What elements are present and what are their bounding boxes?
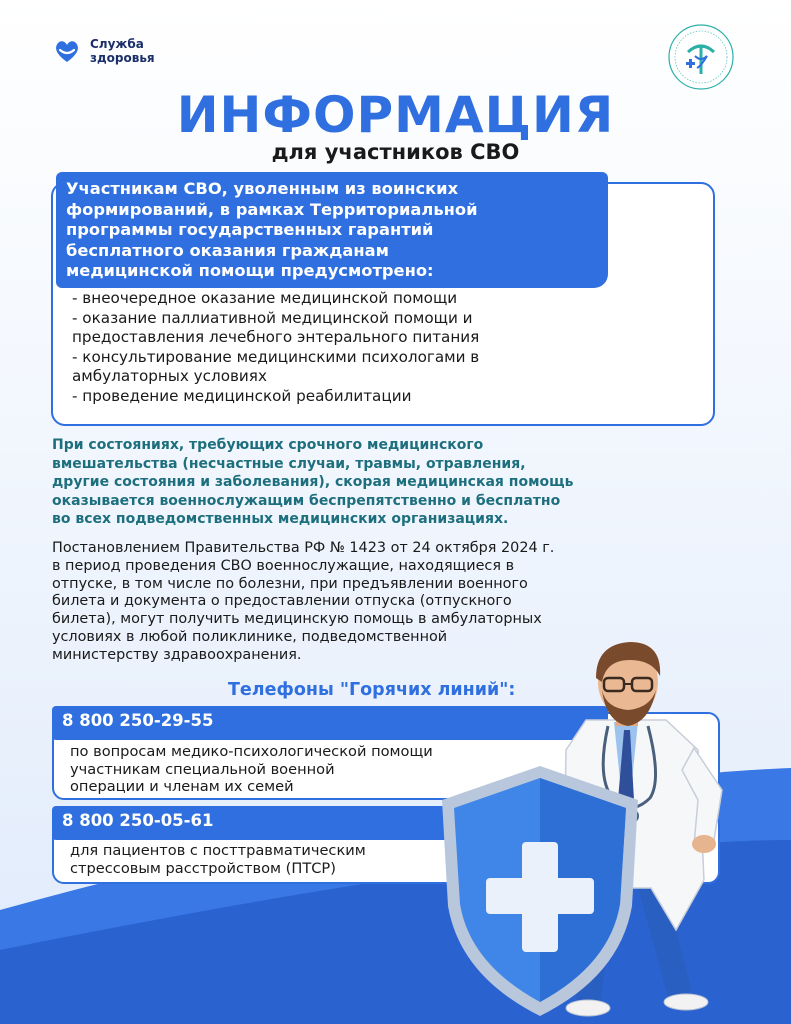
decree-line: отпуске, в том числе по болезни, при предъявлении военного	[52, 575, 528, 592]
benefits-list	[72, 289, 692, 407]
emergency-line: во всех подведомственных медицинских организациях.	[52, 511, 509, 528]
benefits-heading-line: медицинской помощи предусмотрено:	[66, 261, 434, 280]
logo-line-1: Служба	[90, 37, 144, 51]
emergency-line: другие состояния и заболевания), скорая медицинская помощь	[52, 474, 574, 491]
logo-text	[90, 37, 155, 65]
decree-line: Постановлением Правительства РФ № 1423 от 24 октября 2024 г.	[52, 540, 555, 556]
benefit-item: - оказание паллиативной медицинской помощи и	[72, 308, 473, 327]
emergency-paragraph	[52, 436, 732, 529]
benefits-heading	[56, 172, 608, 288]
hotline-description-line: стрессовым расстройством (ПТСР)	[70, 859, 336, 877]
hotlines-title: Телефоны "Горячих линий":	[228, 680, 516, 700]
heart-logo-icon	[52, 36, 82, 66]
benefits-heading-line: программы государственных гарантий	[66, 220, 434, 239]
hotline-description-line: участникам специальной военной	[70, 760, 335, 778]
page-title: ИНФОРМАЦИЯ	[176, 86, 615, 144]
benefits-heading-line: формирований, в рамках Территориальной	[66, 199, 478, 219]
page-subtitle: для участников СВО	[271, 140, 520, 164]
benefits-heading-line: Участникам СВО, уволенным из воинских	[66, 179, 459, 198]
benefit-item: амбулаторных условиях	[72, 367, 267, 386]
benefit-item: - консультирование медицинскими психологами в	[72, 347, 480, 366]
benefit-item: - внеочередное оказание медицинской помощи	[72, 289, 458, 307]
hotline-description-line: для пациентов с посттравматическим	[70, 842, 366, 859]
benefit-item: - проведение медицинской реабилитации	[72, 386, 412, 405]
decree-line: в период проведения СВО военнослужащие, находящиеся в	[52, 557, 515, 574]
emergency-line: оказывается военнослужащим беспрепятственно и бесплатно	[52, 492, 561, 509]
decree-line: министерству здравоохранения.	[52, 646, 302, 663]
decree-line: билета), могут получить медицинскую помощь в амбулаторных	[52, 611, 542, 628]
hotline-description-2	[70, 842, 366, 877]
hotline-number-1[interactable]: 8 800 250-29-55	[52, 706, 608, 740]
emergency-line: вмешательства (несчастные случаи, травмы, отравления,	[52, 455, 526, 472]
emergency-line: При состояниях, требующих срочного медицинского	[52, 437, 484, 453]
service-logo	[52, 36, 155, 66]
hotline-number-2[interactable]: 8 800 250-05-61	[52, 806, 608, 840]
benefits-heading-line: бесплатного оказания гражданам	[66, 240, 389, 260]
medical-emblem-icon	[666, 22, 736, 92]
benefit-item: предоставления лечебного энтерального питания	[72, 328, 480, 347]
hotline-description-line: по вопросам медико-психологической помощи	[70, 743, 433, 760]
hotline-description-line: операции и членам их семей	[70, 778, 294, 796]
hotline-description-1	[70, 743, 433, 796]
decree-line: билета и документа о предоставлении отпуска (отпускного	[52, 593, 512, 610]
logo-line-2: здоровья	[90, 51, 155, 65]
decree-line: условиях в любой поликлинике, подведомственной	[52, 628, 448, 645]
shield-plus-icon	[430, 760, 650, 1022]
